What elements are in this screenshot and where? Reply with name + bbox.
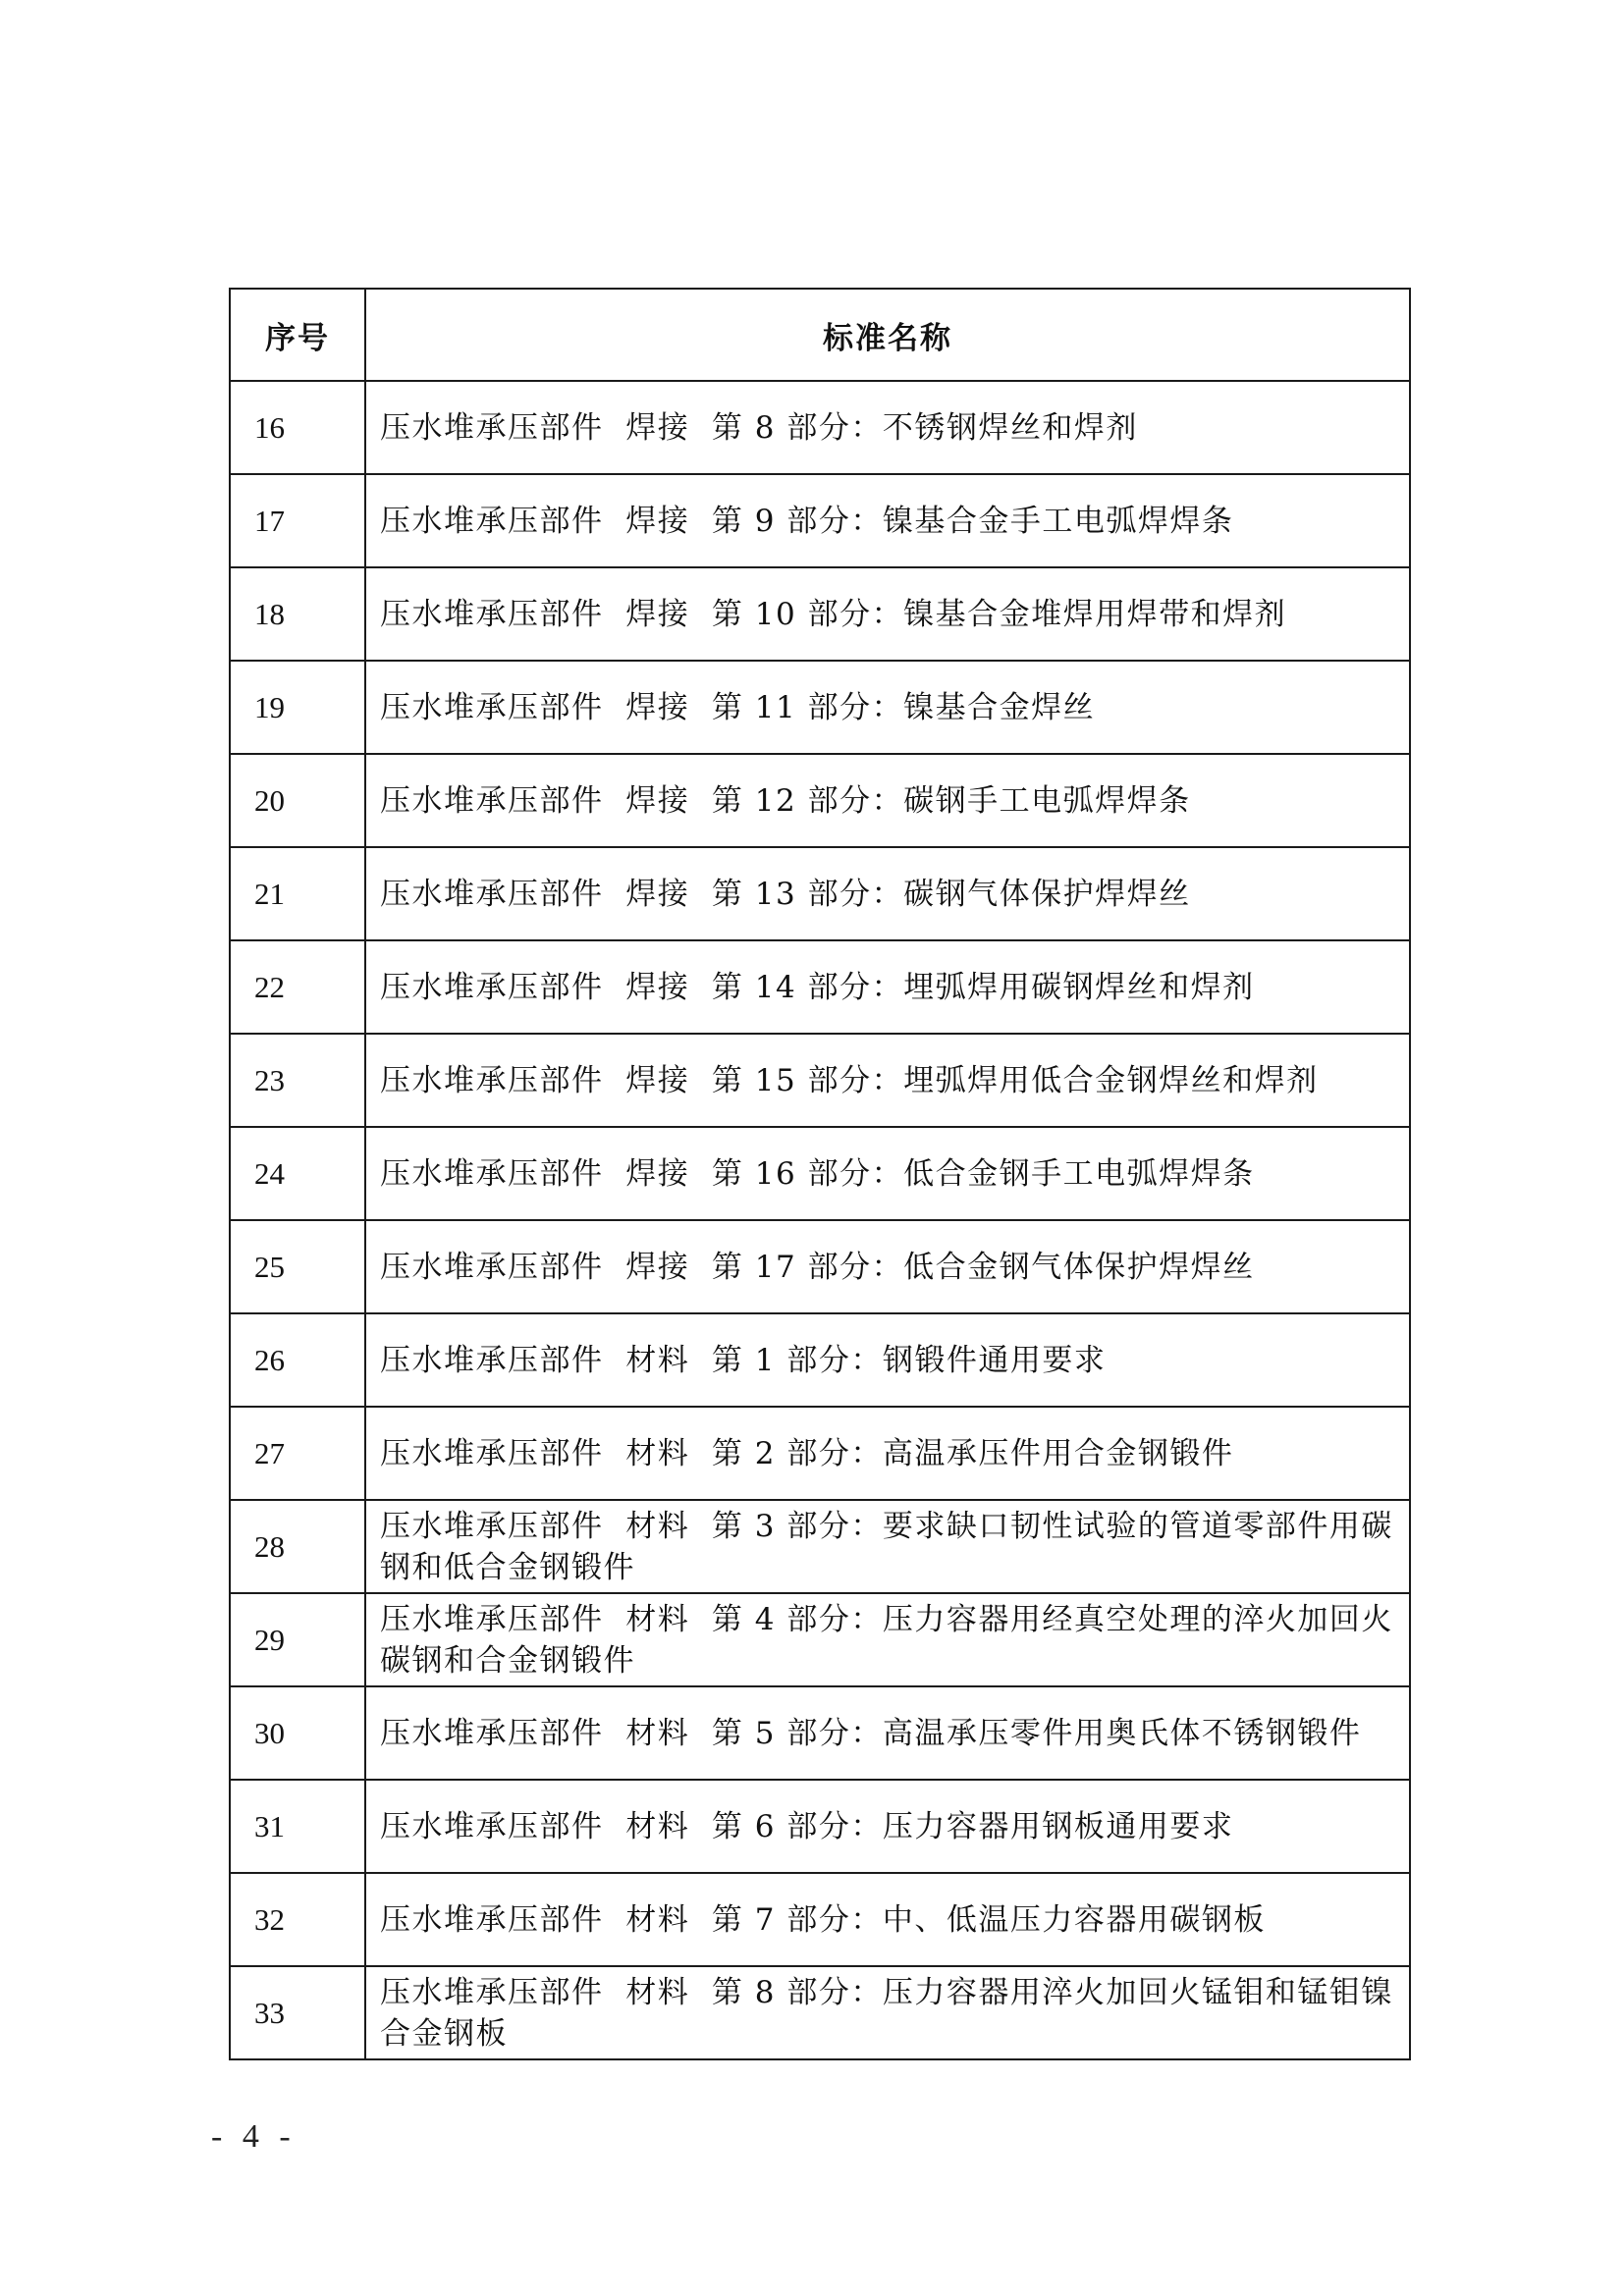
serial-number-cell: 26 [230, 1313, 365, 1407]
standard-name-cell: 压水堆承压部件 焊接 第 11 部分：镍基合金焊丝 [365, 661, 1410, 754]
serial-number-cell: 24 [230, 1127, 365, 1220]
standard-name-cell: 压水堆承压部件 焊接 第 14 部分：埋弧焊用碳钢焊丝和焊剂 [365, 940, 1410, 1034]
serial-number-cell: 30 [230, 1686, 365, 1780]
standard-name-cell: 压水堆承压部件 焊接 第 16 部分：低合金钢手工电弧焊焊条 [365, 1127, 1410, 1220]
table-row [230, 1220, 1410, 1313]
page-number: - 4 - [211, 2118, 297, 2155]
serial-number-cell: 16 [230, 381, 365, 474]
standard-name-cell: 压水堆承压部件 材料 第 1 部分：钢锻件通用要求 [365, 1313, 1410, 1407]
standard-name-cell: 压水堆承压部件 焊接 第 13 部分：碳钢气体保护焊焊丝 [365, 847, 1410, 940]
table-row [230, 474, 1410, 567]
standard-name-cell: 压水堆承压部件 焊接 第 8 部分：不锈钢焊丝和焊剂 [365, 381, 1410, 474]
serial-number-cell: 18 [230, 567, 365, 661]
table-row [230, 1034, 1410, 1127]
serial-number-cell: 28 [230, 1500, 365, 1593]
table-row [230, 1966, 1410, 2059]
serial-number-cell: 19 [230, 661, 365, 754]
table-row [230, 1873, 1410, 1966]
header-standard-name: 标准名称 [365, 289, 1410, 381]
serial-number-cell: 27 [230, 1407, 365, 1500]
table-row [230, 1593, 1410, 1686]
serial-number-cell: 25 [230, 1220, 365, 1313]
table-row [230, 847, 1410, 940]
serial-number-cell: 20 [230, 754, 365, 847]
serial-number-cell: 29 [230, 1593, 365, 1686]
table-row [230, 381, 1410, 474]
header-serial-number: 序号 [230, 289, 365, 381]
table-row [230, 754, 1410, 847]
standard-name-cell: 压水堆承压部件 材料 第 8 部分：压力容器用淬火加回火锰钼和锰钼镍合金钢板 [365, 1966, 1410, 2059]
standard-name-cell: 压水堆承压部件 材料 第 2 部分：高温承压件用合金钢锻件 [365, 1407, 1410, 1500]
serial-number-cell: 17 [230, 474, 365, 567]
table-row [230, 1780, 1410, 1873]
table-row [230, 1686, 1410, 1780]
standard-name-cell: 压水堆承压部件 焊接 第 17 部分：低合金钢气体保护焊焊丝 [365, 1220, 1410, 1313]
table-row [230, 661, 1410, 754]
standard-name-cell: 压水堆承压部件 材料 第 5 部分：高温承压零件用奥氏体不锈钢锻件 [365, 1686, 1410, 1780]
serial-number-cell: 33 [230, 1966, 365, 2059]
standard-name-cell: 压水堆承压部件 焊接 第 10 部分：镍基合金堆焊用焊带和焊剂 [365, 567, 1410, 661]
serial-number-cell: 31 [230, 1780, 365, 1873]
standard-name-cell: 压水堆承压部件 材料 第 4 部分：压力容器用经真空处理的淬火加回火碳钢和合金钢锻件 [365, 1593, 1410, 1686]
serial-number-cell: 32 [230, 1873, 365, 1966]
standard-name-cell: 压水堆承压部件 材料 第 6 部分：压力容器用钢板通用要求 [365, 1780, 1410, 1873]
table-row [230, 567, 1410, 661]
standard-name-cell: 压水堆承压部件 材料 第 7 部分：中、低温压力容器用碳钢板 [365, 1873, 1410, 1966]
table-row [230, 940, 1410, 1034]
serial-number-cell: 23 [230, 1034, 365, 1127]
serial-number-cell: 21 [230, 847, 365, 940]
table-body [230, 381, 1410, 2059]
standard-name-cell: 压水堆承压部件 焊接 第 15 部分：埋弧焊用低合金钢焊丝和焊剂 [365, 1034, 1410, 1127]
table-row [230, 1407, 1410, 1500]
table-row [230, 1500, 1410, 1593]
table-row [230, 1127, 1410, 1220]
standards-table [229, 288, 1411, 2060]
standard-name-cell: 压水堆承压部件 材料 第 3 部分：要求缺口韧性试验的管道零部件用碳钢和低合金钢锻件 [365, 1500, 1410, 1593]
standard-name-cell: 压水堆承压部件 焊接 第 12 部分：碳钢手工电弧焊焊条 [365, 754, 1410, 847]
table-header [230, 289, 1410, 381]
standard-name-cell: 压水堆承压部件 焊接 第 9 部分：镍基合金手工电弧焊焊条 [365, 474, 1410, 567]
serial-number-cell: 22 [230, 940, 365, 1034]
table-row [230, 1313, 1410, 1407]
